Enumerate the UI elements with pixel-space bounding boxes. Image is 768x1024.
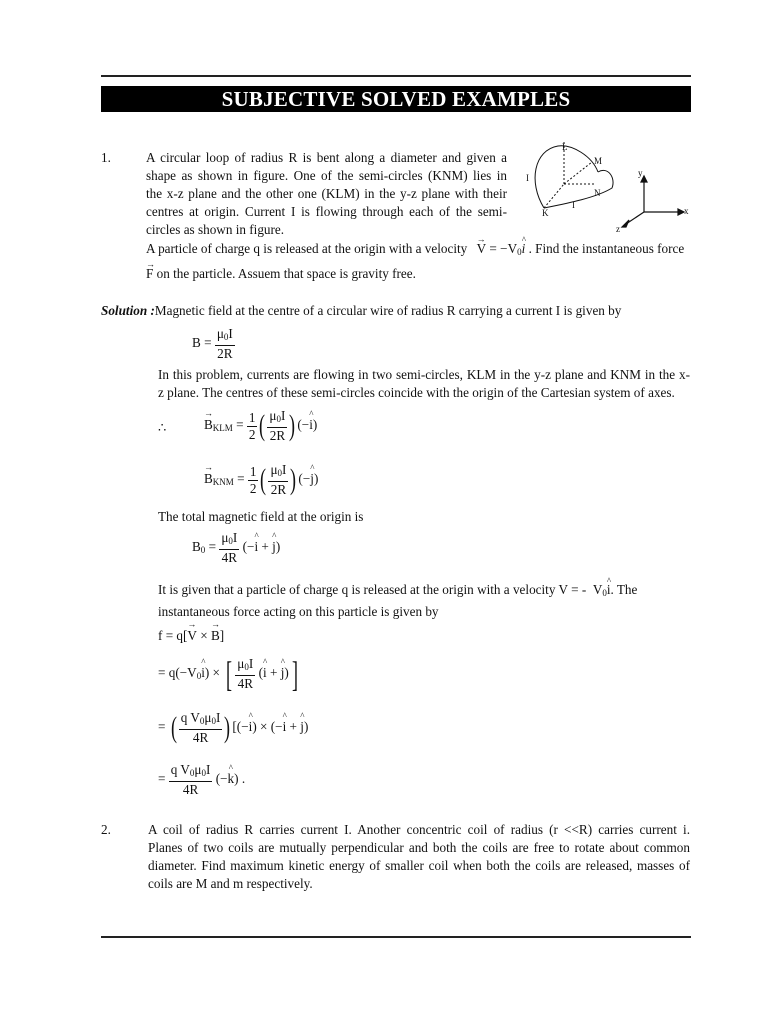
q2-line-3: diameter. Find maximum kinetic energy of smaller coil when both the coils are released, masses of — [148, 858, 690, 873]
q1-number: 1. — [101, 150, 111, 165]
q1-line-7-text: on the particle. Assuem that space is gravity free. — [156, 266, 416, 281]
bent-loop-drawing — [535, 142, 613, 208]
force-symbol: → F — [146, 264, 153, 283]
q1-line-3: the x-z plane and the other one (KLM) in the y-z plane with their — [146, 186, 507, 201]
q1-line-7 — [146, 264, 416, 283]
solution-label: Solution : — [101, 303, 155, 318]
eq-force-result: = $\frac{q V_0\mu_0I}{4R}$ (−^ k) . — [158, 762, 245, 798]
q1-line-4: centres at origin. Current I is flowing through each of the semi- — [146, 204, 507, 219]
axis-x-label: x — [684, 206, 689, 216]
solution-para-1-line-2: z plane. The centres of these semi-circles coincide with the origin of the Cartesian system of axes. — [158, 385, 675, 400]
eq-b-knm: → $B_{KNM}$ = $\frac{1}{2}$ ( $\frac{\mu_0I}{2R}$ ) (−^ j) — [204, 462, 318, 498]
label-current-1: I — [526, 173, 529, 183]
given-line-2: instantaneous force acting on this particle is given by — [158, 604, 439, 619]
q2-number: 2. — [101, 822, 111, 837]
q1-line-2: shape as shown in figure. One of the semi-circles (KNM) lies in — [146, 168, 507, 183]
eq-force-def: f = q[→ V × → B] — [158, 628, 224, 644]
label-current-2: I — [572, 200, 575, 210]
eq-field-centre: B = $\frac{\mu_0I}{2R}$ — [192, 326, 233, 361]
therefore-symbol: ∴ — [158, 420, 167, 435]
label-K: K — [542, 208, 549, 218]
coordinate-axes — [622, 176, 684, 227]
eq-b0: $B_0$ = $\frac{\mu_0I}{4R}$ (−^ i + ^ j) — [192, 530, 280, 566]
eq-b-klm: → $B_{KLM}$ = $\frac{1}{2}$ ( $\frac{\mu_0I}{2R}$ ) (−^ i) — [204, 408, 317, 444]
solution-para-1-line-1: In this problem, currents are flowing in two semi-circles, KLM in the y-z plane and KNM in the x- — [158, 367, 690, 382]
top-rule — [101, 75, 691, 77]
given-line-1-text: It is given that a particle of charge q is released at the origin with a velocity V = - — [158, 582, 587, 597]
q1-line-6-text: A particle of charge q is released at the origin with a velocity — [146, 241, 468, 256]
bottom-rule — [101, 936, 691, 938]
solution-intro-text: Magnetic field at the centre of a circular wire of radius R carrying a current I is given by — [154, 303, 622, 318]
label-N: N — [594, 188, 601, 198]
label-M: M — [594, 156, 603, 166]
given-line-1 — [158, 580, 637, 603]
label-L: L — [562, 142, 568, 152]
q2-line-2: Planes of two coils are mutually perpendicular and both the coils are free to rotate about common — [148, 840, 690, 855]
q1-line-1: A circular loop of radius R is bent along a diameter and given a — [146, 150, 507, 165]
total-field-text: The total magnetic field at the origin is — [158, 509, 364, 524]
velocity-expression: → $V = -V_0\^{}$ i — [477, 241, 526, 256]
velocity-v0-i: $V_0\^{}$ i — [590, 582, 611, 597]
q2-line-4: coils are M and m respectively. — [148, 876, 313, 891]
q2-line-1: A coil of radius R carries current I. Another concentric coil of radius (r <<R) carries current i. — [148, 822, 690, 837]
eq-force-step-1: = $q(-V_0\^{}$ i) × [ $\frac{\mu_0I}{4R}$ (^ i + ^ j)] — [158, 656, 301, 692]
given-line-1-end: . The — [610, 582, 638, 597]
section-title: SUBJECTIVE SOLVED EXAMPLES — [101, 86, 691, 112]
q1-line-5: circles as shown in figure. — [146, 222, 285, 237]
eq-force-step-2: = ( $\frac{q V_0\mu_0I}{4R}$ ) [(−^ i) × (−^ i + ^ j) — [158, 710, 308, 746]
solution-intro — [101, 301, 621, 320]
q1-line-6-end: . Find the instantaneous force — [528, 241, 685, 256]
axis-z-label: z — [616, 224, 620, 234]
q1-line-6 — [146, 239, 684, 262]
loop-figure — [508, 136, 698, 236]
axis-y-label: y — [638, 168, 643, 178]
